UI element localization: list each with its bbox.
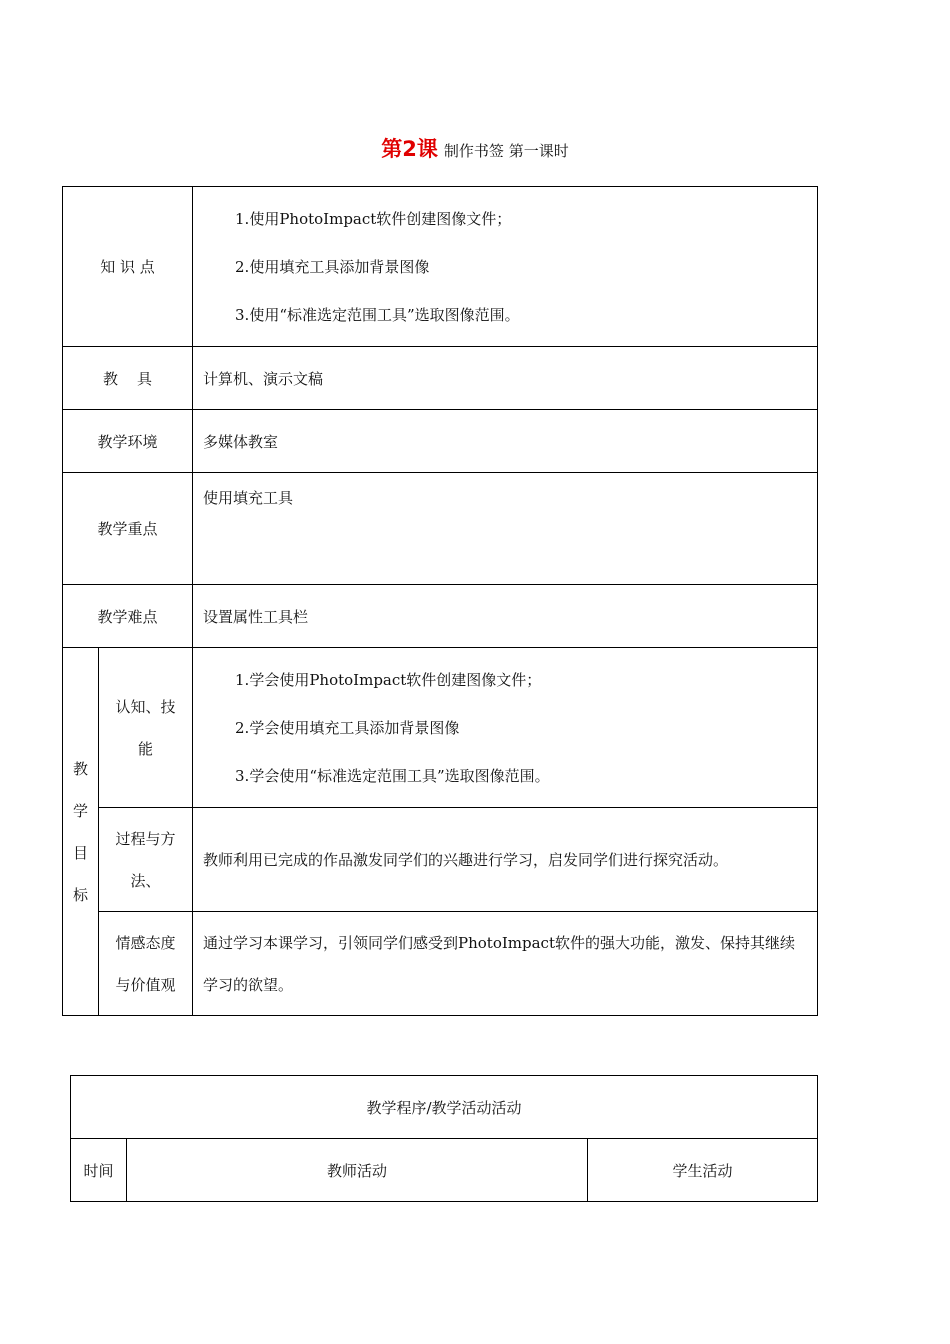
goal-emotion-row (63, 912, 818, 1016)
goals-label-char: 目 (72, 843, 88, 862)
knowledge-row (63, 187, 818, 347)
knowledge-item: 1.使用PhotoImpact软件创建图像文件； (235, 209, 512, 228)
lesson-title (0, 134, 950, 166)
focus-value: 使用填充工具 (193, 473, 818, 585)
goal-process-row (63, 808, 818, 912)
procedure-header: 教学程序/教学活动活动 (71, 1076, 818, 1139)
skill-label-line: 认知、技 (115, 697, 176, 716)
skill-content (193, 648, 818, 808)
student-column-header: 学生活动 (588, 1139, 818, 1202)
goals-label-char: 学 (72, 801, 88, 820)
goals-label-char: 标 (72, 885, 88, 904)
environment-label: 教学环境 (63, 410, 193, 473)
lesson-name: 制作书签 第一课时 (443, 142, 569, 160)
focus-label: 教学重点 (63, 473, 193, 585)
teacher-column-header: 教师活动 (127, 1139, 588, 1202)
process-label-line: 过程与方 (115, 829, 176, 848)
skill-item: 1.学会使用PhotoImpact软件创建图像文件； (235, 670, 542, 689)
emotion-label-line: 情感态度 (115, 933, 176, 952)
knowledge-label: 知 识 点 (63, 187, 193, 347)
time-column-header: 时间 (71, 1139, 127, 1202)
tools-label: 教 具 (63, 347, 193, 410)
environment-value: 多媒体教室 (193, 410, 818, 473)
emotion-label-line: 与价值观 (115, 975, 176, 994)
tools-row (63, 347, 818, 410)
goals-label (63, 648, 99, 1016)
procedure-header-row (71, 1076, 818, 1139)
knowledge-item: 3.使用“标准选定范围工具”选取图像范围。 (235, 305, 520, 324)
lesson-number: 第2课 (381, 137, 438, 161)
environment-row (63, 410, 818, 473)
skill-label (99, 648, 193, 808)
skill-item: 2.学会使用填充工具添加背景图像 (235, 718, 460, 737)
knowledge-item: 2.使用填充工具添加背景图像 (235, 257, 430, 276)
difficulty-value: 设置属性工具栏 (193, 585, 818, 648)
emotion-label (99, 912, 193, 1016)
focus-row (63, 473, 818, 585)
difficulty-row (63, 585, 818, 648)
emotion-value: 通过学习本课学习，引领同学们感受到PhotoImpact软件的强大功能，激发、保持其继续学习的欲望。 (193, 912, 818, 1016)
procedure-columns-row (71, 1139, 818, 1202)
knowledge-content (193, 187, 818, 347)
goal-skill-row (63, 648, 818, 808)
difficulty-label: 教学难点 (63, 585, 193, 648)
skill-label-line: 能 (138, 739, 154, 758)
skill-item: 3.学会使用“标准选定范围工具”选取图像范围。 (235, 766, 550, 785)
procedure-table (70, 1075, 818, 1202)
lesson-plan-table (62, 186, 818, 1016)
process-label-line: 法、 (130, 871, 161, 890)
process-label (99, 808, 193, 912)
goals-label-char: 教 (72, 759, 88, 778)
tools-value: 计算机、演示文稿 (193, 347, 818, 410)
process-value: 教师利用已完成的作品激发同学们的兴趣进行学习，启发同学们进行探究活动。 (193, 808, 818, 912)
